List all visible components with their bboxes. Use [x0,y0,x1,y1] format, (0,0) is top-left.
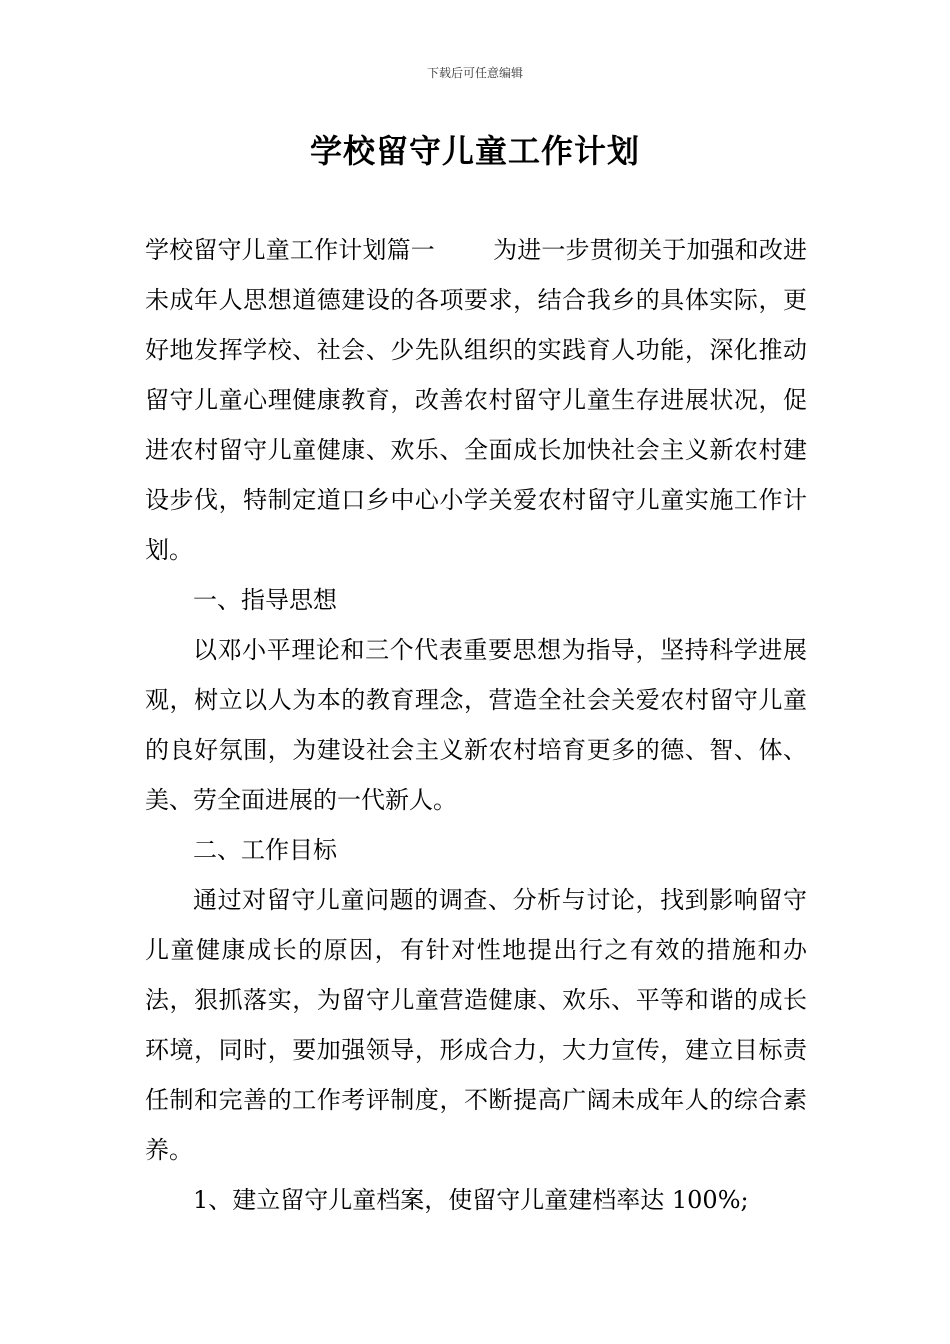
intro-paragraph [145,225,807,575]
list-item: 1、建立留守儿童档案，使留守儿童建档率达 100%; [193,1186,749,1214]
page-title: 学校留守儿童工作计划 [309,132,640,170]
header-note: 下载后可任意编辑 [426,66,523,80]
section-paragraph-guiding-ideology: 以邓小平理论和三个代表重要思想为指导，坚持科学进展观，树立以人为本的教育理念，营造全社会关爱农村留守儿童的良好氛围，为建设社会主义新农村培育更多的德、智、体、美、劳全面进展的一代新人。 [145,636,807,814]
intro-text: 为进一步贯彻关于加强和改进未成年人思想道德建设的各项要求，结合我乡的具体实际，更好地发挥学校、社会、少先队组织的实践育人功能，深化推动留守儿童心理健康教育，改善农村留守儿童生存进展状况，促进农村留守儿童健康、欢乐、全面成长加快社会主义新农村建设步伐，特制定道口乡中心小学关爱农村留守儿童实施工作计划。 [145,236,808,564]
intro-lead: 学校留守儿童工作计划篇一 [145,236,435,264]
section-heading-guiding-ideology: 一、指导思想 [193,586,337,614]
document-body [145,225,807,1225]
section-paragraph-work-goals: 通过对留守儿童问题的调查、分析与讨论，找到影响留守儿童健康成长的原因，有针对性地提出行之有效的措施和办法，狠抓落实，为留守儿童营造健康、欢乐、平等和谐的成长环境，同时，要加强领导，形成合力，大力宣传，建立目标责任制和完善的工作考评制度，不断提高广阔未成年人的综合素养。 [145,886,807,1164]
section-heading-work-goals: 二、工作目标 [193,836,337,864]
